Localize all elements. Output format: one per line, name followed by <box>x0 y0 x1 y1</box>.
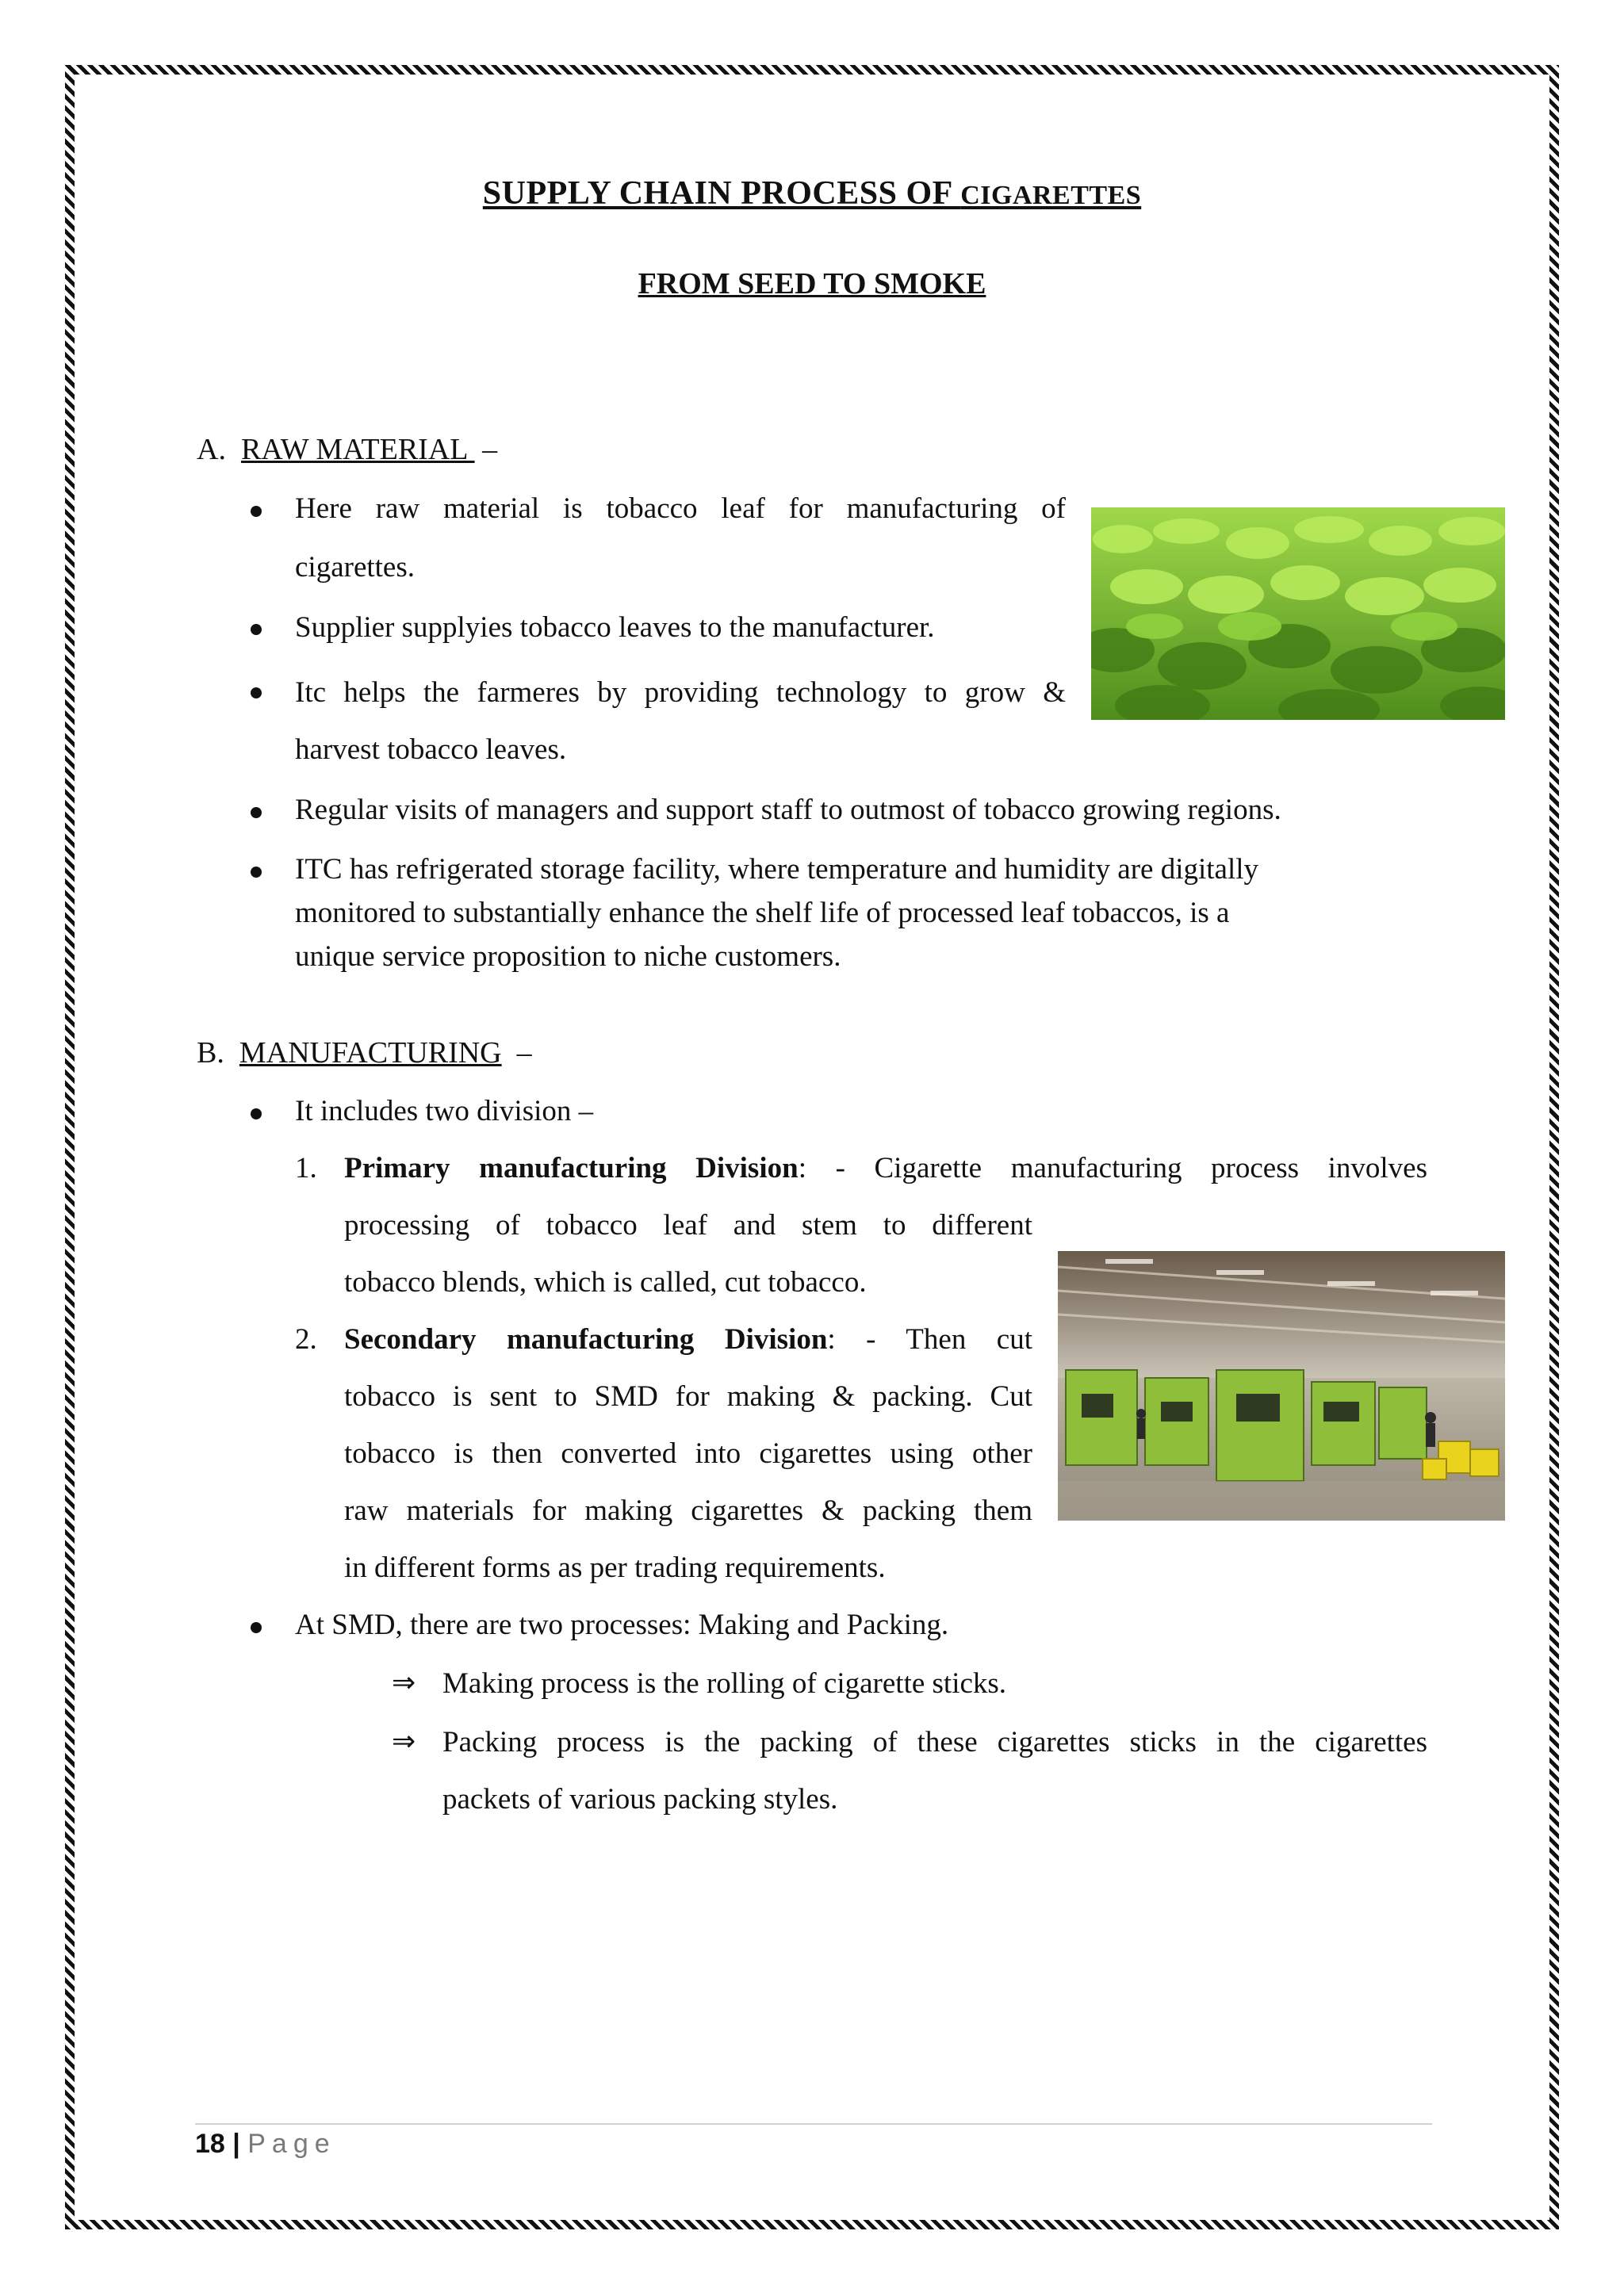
bullet <box>251 867 262 878</box>
secondary-division-cont: tobacco is sent to SMD for making & packing. Cut <box>344 1380 1032 1413</box>
bullet <box>251 624 262 635</box>
arrow-icon: ⇒ <box>392 1667 416 1699</box>
page-number: 18 <box>195 2129 225 2159</box>
page-footer: 18 | Page <box>195 2129 336 2159</box>
raw-bullet-1-cont: cigarettes. <box>295 551 415 584</box>
page-border <box>65 65 1559 2229</box>
item-number: 1. <box>295 1152 317 1184</box>
primary-division-cont: tobacco blends, which is called, cut tobacco. <box>344 1266 867 1299</box>
factory-image <box>1058 1251 1505 1521</box>
arrow-icon: ⇒ <box>392 1725 416 1758</box>
raw-bullet-5: ITC has refrigerated storage facility, where temperature and humidity are digitally <box>295 853 1259 886</box>
page-title: SUPPLY CHAIN PROCESS OF CIGARETTES <box>482 175 1142 212</box>
smd-processes: At SMD, there are two processes: Making and Packing. <box>295 1609 949 1641</box>
bullet <box>251 506 262 517</box>
manufacturing-intro: It includes two division – <box>295 1095 594 1127</box>
secondary-division-cont: tobacco is then converted into cigarettes using other <box>344 1437 1032 1470</box>
secondary-division-line: Secondary manufacturing Division: - Then cut <box>344 1323 1032 1356</box>
raw-bullet-5-cont: unique service proposition to niche customers. <box>295 940 841 973</box>
making-process: Making process is the rolling of cigarette sticks. <box>442 1667 1007 1700</box>
raw-bullet-3-cont: harvest tobacco leaves. <box>295 733 567 766</box>
bullet <box>251 1622 262 1633</box>
primary-division-cont: processing of tobacco leaf and stem to different <box>344 1209 1032 1242</box>
raw-bullet-3: Itc helps the farmeres by providing technology to grow & <box>295 676 1066 709</box>
raw-bullet-2: Supplier supplyies tobacco leaves to the manufacturer. <box>295 611 935 644</box>
section-a-heading: A. RAW MATERIAL – <box>197 433 498 466</box>
packing-process: Packing process is the packing of these cigarettes sticks in the cigarettes <box>442 1726 1427 1758</box>
section-b-heading: B. MANUFACTURING – <box>197 1036 532 1070</box>
secondary-division-cont: in different forms as per trading requirements. <box>344 1552 886 1584</box>
page-label: Page <box>247 2129 336 2159</box>
bullet <box>251 807 262 818</box>
bullet <box>251 1108 262 1119</box>
primary-division-line: Primary manufacturing Division: - Cigarette manufacturing process involves <box>344 1152 1427 1184</box>
page-subtitle: FROM SEED TO SMOKE <box>638 267 986 300</box>
bullet <box>251 687 262 698</box>
raw-bullet-5-cont: monitored to substantially enhance the shelf life of processed leaf tobaccos, is a <box>295 897 1230 929</box>
raw-bullet-1: Here raw material is tobacco leaf for manufacturing of <box>295 492 1066 525</box>
item-number: 2. <box>295 1323 317 1356</box>
secondary-division-cont: raw materials for making cigarettes & packing them <box>344 1494 1032 1527</box>
packing-process-cont: packets of various packing styles. <box>442 1783 838 1816</box>
tobacco-field-image <box>1091 507 1505 720</box>
raw-bullet-4: Regular visits of managers and support staff to outmost of tobacco growing regions. <box>295 794 1281 826</box>
footer-rule <box>195 2123 1432 2125</box>
